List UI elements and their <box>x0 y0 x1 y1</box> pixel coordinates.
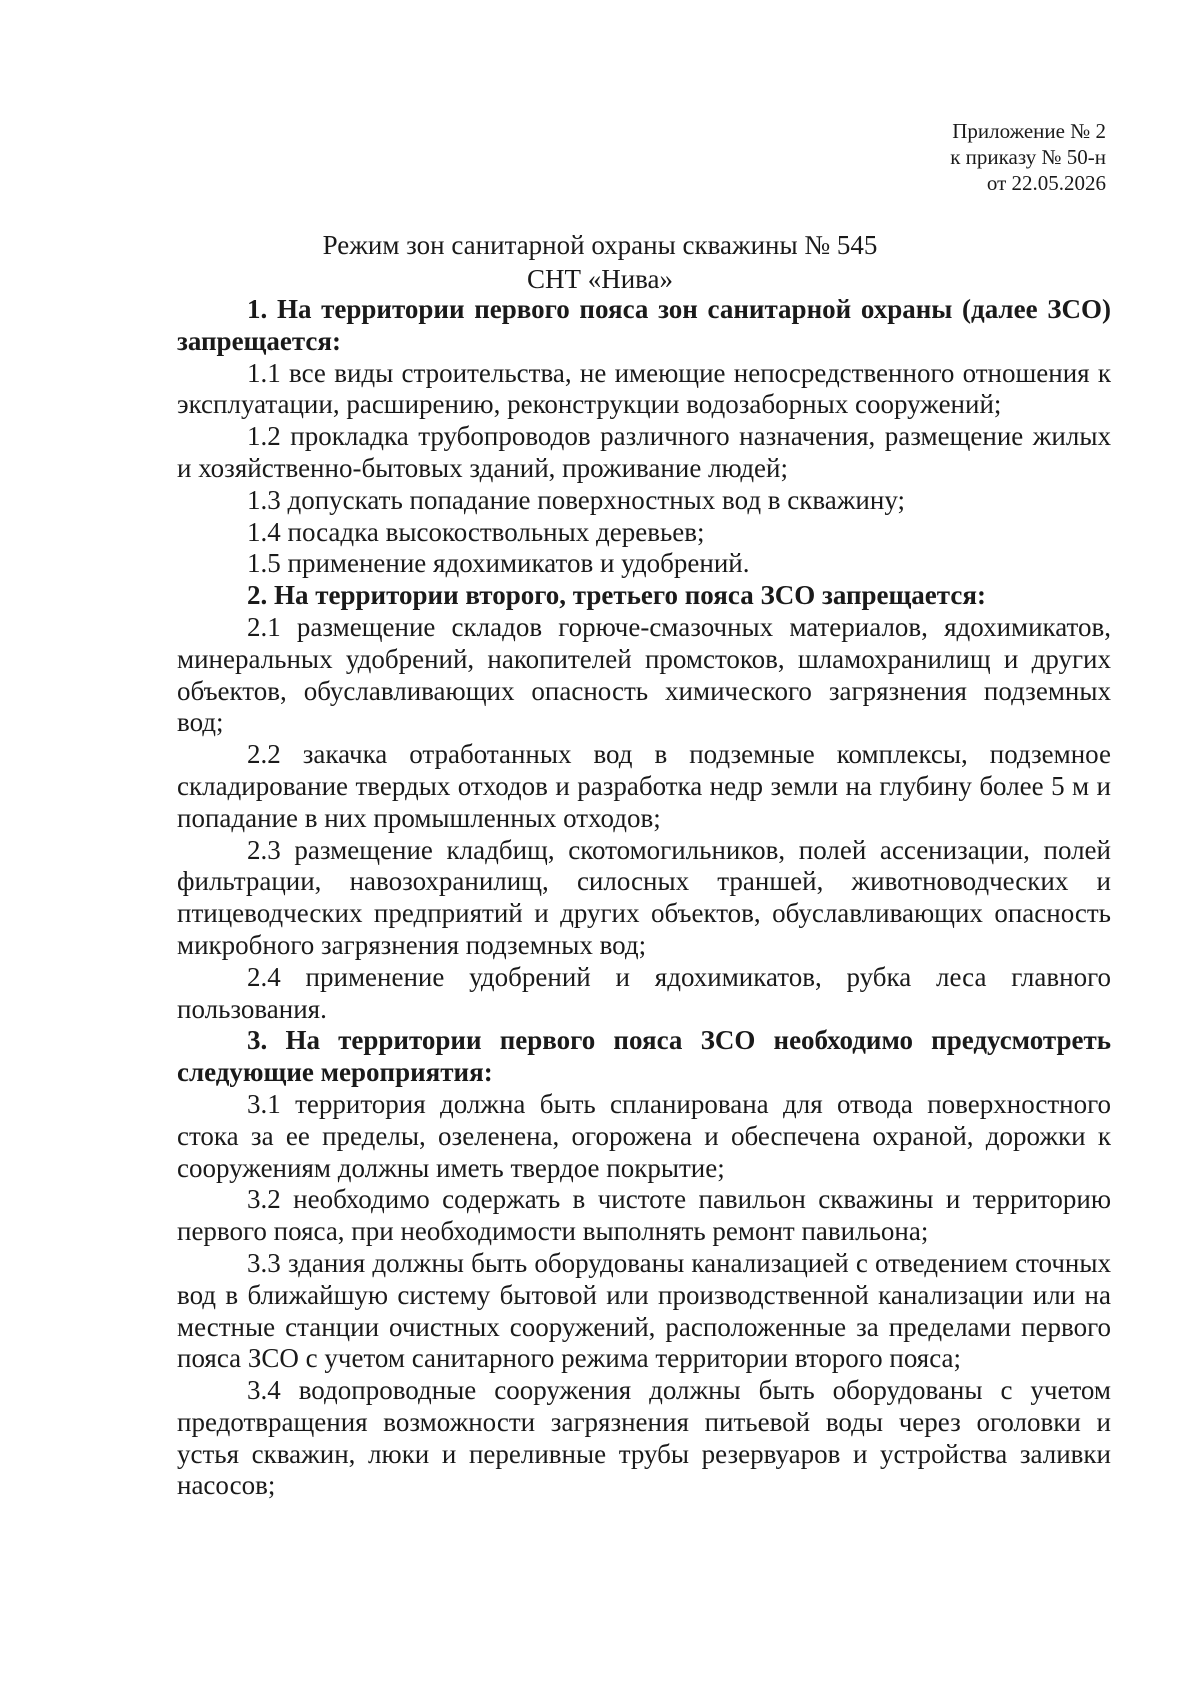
list-item: 2.2 закачка отработанных вод в подземные комплексы, подземное складирование твердых отходов и разработка недр земли на глубину более 5 м и попадание в них промышленных отходов; <box>177 739 1111 833</box>
section-heading-1: 1. На территории первого пояса зон санитарной охраны (далее ЗСО) запрещается: <box>177 294 1111 356</box>
list-item: 1.5 применение ядохимикатов и удобрений. <box>247 548 750 579</box>
section-heading-3: 3. На территории первого пояса ЗСО необходимо предусмотреть следующие мероприятия: <box>177 1025 1111 1088</box>
appendix-reference <box>950 118 1106 196</box>
section-heading-2: 2. На территории второго, третьего пояса ЗСО запрещается: <box>247 580 986 611</box>
title-line-1: Режим зон санитарной охраны скважины № 545 <box>322 230 878 260</box>
list-item: 3.1 территория должна быть спланирована для отвода поверхностного стока за ее пределы, озеленена, огорожена и обеспечена охраной, дорожки к сооружениям должны иметь твердое покрытие; <box>177 1088 1111 1183</box>
title-line-2: СНТ «Нива» <box>526 264 674 294</box>
document-body <box>177 294 1111 1502</box>
list-item: 3.2 необходимо содержать в чистоте павильон скважины и территорию первого пояса, при необходимости выполнять ремонт павильона; <box>177 1184 1111 1247</box>
list-item: 2.3 размещение кладбищ, скотомогильников, полей ассенизации, полей фильтрации, навозохранилищ, силосных траншей, животноводческих и птицеводческих предприятий и других объектов, обуславливающих опасность микробного загрязнения подземных вод; <box>177 834 1111 960</box>
list-item: 2.1 размещение складов горюче-смазочных материалов, ядохимикатов, минеральных удобрений, накопителей промстоков, шламохранилищ и других объектов, обуславливающих опасность химического загрязнения подземных вод; <box>177 611 1111 738</box>
list-item: 1.4 посадка высокоствольных деревьев; <box>247 516 705 547</box>
list-item: 1.2 прокладка трубопроводов различного назначения, размещение жилых и хозяйственно-бытовых зданий, проживание людей; <box>177 421 1111 483</box>
appendix-date: от 22.05.2026 <box>986 171 1106 195</box>
document-title <box>0 228 1200 296</box>
list-item: 3.4 водопроводные сооружения должны быть оборудованы с учетом предотвращения возможности загрязнения питьевой воды через оголовки и устья скважин, люки и переливные трубы резервуаров и устройства заливки насосов; <box>177 1375 1111 1501</box>
list-item: 1.3 допускать попадание поверхностных вод в скважину; <box>247 484 905 515</box>
list-item: 2.4 применение удобрений и ядохимикатов, рубка леса главного пользования. <box>177 961 1111 1024</box>
list-item: 3.3 здания должны быть оборудованы канализацией с отведением сточных вод в ближайшую систему бытовой или производственной канализации или на местные станции очистных сооружений, расположенные за пределами первого пояса ЗСО с учетом санитарного режима территории второго пояса; <box>177 1247 1111 1374</box>
list-item: 1.1 все виды строительства, не имеющие непосредственного отношения к эксплуатации, расширению, реконструкции водозаборных сооружений; <box>177 357 1111 420</box>
appendix-number: Приложение № 2 <box>952 119 1106 143</box>
appendix-order-ref: к приказу № 50-н <box>950 145 1106 169</box>
